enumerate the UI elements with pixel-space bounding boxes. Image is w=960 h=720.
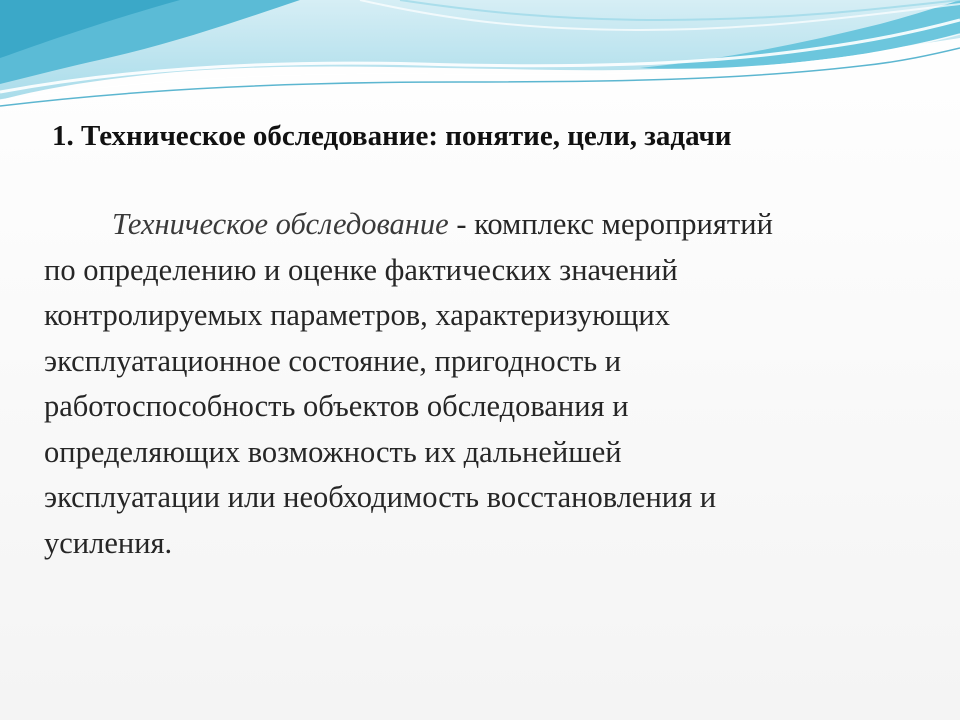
definition-text: - комплекс мероприятий [448,207,773,241]
definition-line: эксплуатации или необходимость восстановления и [44,480,717,514]
definition-line: эксплуатационное состояние, пригодность и [44,343,622,378]
definition-paragraph [44,202,924,566]
definition-line: определяющих возможность их дальнейшей [44,434,622,469]
slide-title: 1. Техническое обследование: понятие, цели, задачи [52,120,732,152]
definition-line: работоспособность объектов обследования и [44,389,629,423]
definition-line: контролируемых параметров, характеризующих [44,298,670,332]
definition-line: по определению и оценке фактических значений [44,252,678,287]
wave-header-decoration [0,0,960,120]
definition-line: усиления. [44,525,173,560]
definition-first-line [44,202,924,248]
defined-term: Техническое обследование [112,207,449,241]
